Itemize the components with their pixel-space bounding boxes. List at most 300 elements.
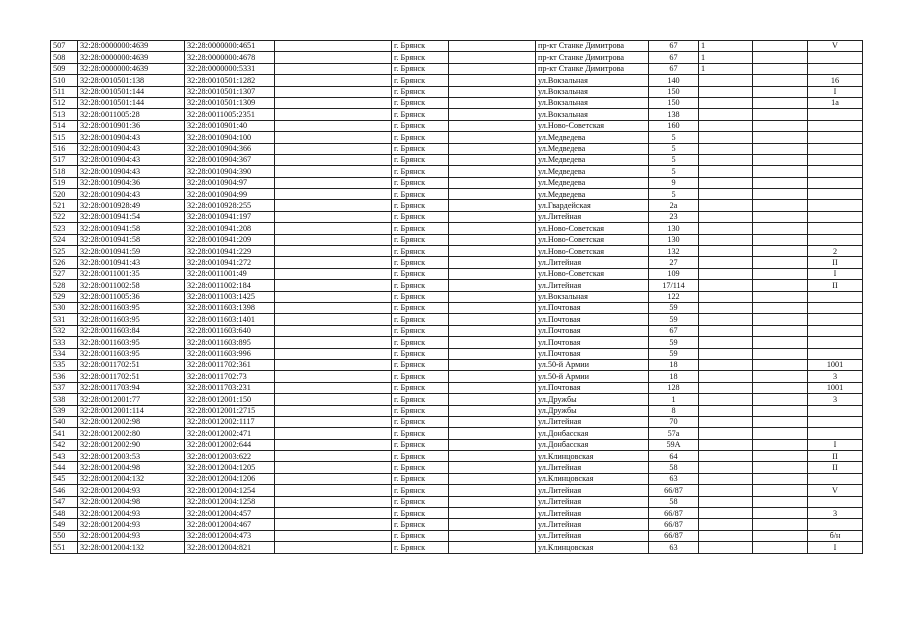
table-row — [51, 143, 863, 154]
table-row — [51, 166, 863, 177]
table-row — [51, 291, 863, 302]
cell-parent-number: 32:28:0000000:4639 — [78, 41, 185, 52]
cell-blank-c — [753, 348, 808, 359]
cell-blank-a — [275, 405, 392, 416]
cell-house: 8 — [649, 405, 699, 416]
cell-city: г. Брянск — [392, 416, 449, 427]
cell-house: 128 — [649, 382, 699, 393]
cell-building — [699, 439, 753, 450]
cell-street: ул.Гвардейская — [536, 200, 649, 211]
cell-building — [699, 519, 753, 530]
cell-building — [699, 86, 753, 97]
cell-street: ул.50-й Армии — [536, 359, 649, 370]
cell-parent-number: 32:28:0011005:36 — [78, 291, 185, 302]
cell-blank-c — [753, 268, 808, 279]
cell-cadastral-number: 32:28:0012004:473 — [185, 530, 275, 541]
cell-blank-c — [753, 382, 808, 393]
cell-blank-b — [449, 337, 536, 348]
cell-cadastral-number: 32:28:0012003:622 — [185, 451, 275, 462]
cell-blank-a — [275, 462, 392, 473]
cell-building — [699, 280, 753, 291]
cell-street: ул.Литейная — [536, 508, 649, 519]
table-row — [51, 75, 863, 86]
cell-apartment — [808, 109, 863, 120]
table-row — [51, 359, 863, 370]
cell-parent-number: 32:28:0012004:132 — [78, 542, 185, 553]
cell-street: ул.Клинцовская — [536, 473, 649, 484]
cell-blank-b — [449, 75, 536, 86]
cell-apartment: V — [808, 41, 863, 52]
cell-building — [699, 394, 753, 405]
cell-house: 59 — [649, 314, 699, 325]
cell-blank-c — [753, 542, 808, 553]
cell-building — [699, 268, 753, 279]
cell-blank-c — [753, 405, 808, 416]
cell-parent-number: 32:28:0010941:54 — [78, 211, 185, 222]
cell-city: г. Брянск — [392, 52, 449, 63]
cell-no: 510 — [51, 75, 78, 86]
cell-apartment — [808, 416, 863, 427]
cell-apartment: II — [808, 451, 863, 462]
cell-cadastral-number: 32:28:0012004:1258 — [185, 496, 275, 507]
cell-blank-b — [449, 394, 536, 405]
cell-no: 515 — [51, 132, 78, 143]
cell-city: г. Брянск — [392, 109, 449, 120]
cell-cadastral-number: 32:28:0012002:471 — [185, 428, 275, 439]
cell-parent-number: 32:28:0012004:93 — [78, 485, 185, 496]
cell-house: 63 — [649, 473, 699, 484]
cell-blank-b — [449, 41, 536, 52]
cell-blank-a — [275, 542, 392, 553]
cell-building — [699, 382, 753, 393]
table-row — [51, 257, 863, 268]
cell-blank-c — [753, 257, 808, 268]
cell-parent-number: 32:28:0011005:28 — [78, 109, 185, 120]
cell-city: г. Брянск — [392, 268, 449, 279]
table-row — [51, 462, 863, 473]
cell-blank-c — [753, 496, 808, 507]
cell-parent-number: 32:28:0010501:144 — [78, 86, 185, 97]
table-row — [51, 473, 863, 484]
cell-apartment — [808, 211, 863, 222]
cell-building — [699, 120, 753, 131]
cell-parent-number: 32:28:0010901:36 — [78, 120, 185, 131]
table-row — [51, 302, 863, 313]
cell-street: ул.Литейная — [536, 416, 649, 427]
cell-building — [699, 416, 753, 427]
cell-no: 526 — [51, 257, 78, 268]
cell-cadastral-number: 32:28:0011703:231 — [185, 382, 275, 393]
cell-city: г. Брянск — [392, 359, 449, 370]
cell-building — [699, 508, 753, 519]
cell-cadastral-number: 32:28:0010941:197 — [185, 211, 275, 222]
cell-blank-a — [275, 177, 392, 188]
cell-street: ул.Литейная — [536, 519, 649, 530]
cell-apartment: 3 — [808, 371, 863, 382]
table-row — [51, 439, 863, 450]
cell-house: 130 — [649, 234, 699, 245]
cell-parent-number: 32:28:0012004:93 — [78, 508, 185, 519]
cell-street: ул.Почтовая — [536, 382, 649, 393]
cell-no: 522 — [51, 211, 78, 222]
cell-blank-a — [275, 314, 392, 325]
cell-cadastral-number: 32:28:0011003:1425 — [185, 291, 275, 302]
cell-blank-a — [275, 530, 392, 541]
cell-blank-a — [275, 154, 392, 165]
cell-city: г. Брянск — [392, 246, 449, 257]
cell-house: 59 — [649, 348, 699, 359]
cell-apartment: II — [808, 280, 863, 291]
cell-building — [699, 530, 753, 541]
cell-building — [699, 223, 753, 234]
cell-blank-c — [753, 75, 808, 86]
cell-parent-number: 32:28:0012004:93 — [78, 519, 185, 530]
cell-city: г. Брянск — [392, 234, 449, 245]
cell-blank-a — [275, 75, 392, 86]
cell-building — [699, 542, 753, 553]
cell-blank-a — [275, 302, 392, 313]
cell-building: 1 — [699, 63, 753, 74]
cell-blank-c — [753, 508, 808, 519]
cell-parent-number: 32:28:0010904:43 — [78, 143, 185, 154]
cell-cadastral-number: 32:28:0010941:208 — [185, 223, 275, 234]
cell-cadastral-number: 32:28:0010901:40 — [185, 120, 275, 131]
cell-building — [699, 462, 753, 473]
cell-blank-a — [275, 120, 392, 131]
cell-cadastral-number: 32:28:0011002:184 — [185, 280, 275, 291]
cell-apartment — [808, 473, 863, 484]
cell-cadastral-number: 32:28:0012004:821 — [185, 542, 275, 553]
cell-building — [699, 166, 753, 177]
cell-building — [699, 189, 753, 200]
cell-cadastral-number: 32:28:0010904:390 — [185, 166, 275, 177]
cell-blank-c — [753, 394, 808, 405]
cell-parent-number: 32:28:0011603:95 — [78, 302, 185, 313]
cell-building — [699, 291, 753, 302]
cell-street: ул.Вокзальная — [536, 97, 649, 108]
cell-blank-b — [449, 302, 536, 313]
cell-cadastral-number: 32:28:0011603:1401 — [185, 314, 275, 325]
cell-house: 63 — [649, 542, 699, 553]
cell-blank-b — [449, 200, 536, 211]
cell-apartment — [808, 143, 863, 154]
cell-blank-c — [753, 451, 808, 462]
cell-no: 533 — [51, 337, 78, 348]
cell-apartment: 3 — [808, 508, 863, 519]
cell-blank-a — [275, 428, 392, 439]
cell-blank-a — [275, 337, 392, 348]
cell-cadastral-number: 32:28:0010941:229 — [185, 246, 275, 257]
cell-cadastral-number: 32:28:0010941:272 — [185, 257, 275, 268]
cell-building: 1 — [699, 52, 753, 63]
cell-blank-a — [275, 485, 392, 496]
cell-city: г. Брянск — [392, 496, 449, 507]
cell-no: 508 — [51, 52, 78, 63]
table-row — [51, 154, 863, 165]
cell-city: г. Брянск — [392, 166, 449, 177]
cell-city: г. Брянск — [392, 508, 449, 519]
cell-apartment: I — [808, 268, 863, 279]
cell-blank-a — [275, 451, 392, 462]
cell-blank-c — [753, 325, 808, 336]
cell-house: 5 — [649, 189, 699, 200]
cell-city: г. Брянск — [392, 519, 449, 530]
cell-no: 542 — [51, 439, 78, 450]
cell-street: ул.Вокзальная — [536, 109, 649, 120]
cell-no: 524 — [51, 234, 78, 245]
table-row — [51, 132, 863, 143]
cell-apartment: 2 — [808, 246, 863, 257]
cell-house: 59 — [649, 302, 699, 313]
cell-blank-b — [449, 257, 536, 268]
cell-apartment: 1001 — [808, 382, 863, 393]
cell-street: ул.Ново-Советская — [536, 120, 649, 131]
cell-blank-c — [753, 280, 808, 291]
cell-house: 18 — [649, 371, 699, 382]
cell-blank-b — [449, 496, 536, 507]
cell-city: г. Брянск — [392, 405, 449, 416]
table-row — [51, 211, 863, 222]
cell-no: 540 — [51, 416, 78, 427]
cell-parent-number: 32:28:0011001:35 — [78, 268, 185, 279]
cell-blank-b — [449, 314, 536, 325]
cell-no: 550 — [51, 530, 78, 541]
table-row — [51, 63, 863, 74]
cell-no: 551 — [51, 542, 78, 553]
cell-building: 1 — [699, 41, 753, 52]
cell-city: г. Брянск — [392, 325, 449, 336]
cell-blank-b — [449, 246, 536, 257]
cell-cadastral-number: 32:28:0011005:2351 — [185, 109, 275, 120]
cell-building — [699, 132, 753, 143]
cell-no: 520 — [51, 189, 78, 200]
cell-house: 132 — [649, 246, 699, 257]
cell-city: г. Брянск — [392, 530, 449, 541]
cell-blank-a — [275, 416, 392, 427]
cell-blank-a — [275, 86, 392, 97]
cell-city: г. Брянск — [392, 348, 449, 359]
cell-blank-a — [275, 496, 392, 507]
cell-building — [699, 371, 753, 382]
table-row — [51, 394, 863, 405]
cell-blank-b — [449, 451, 536, 462]
cell-apartment — [808, 223, 863, 234]
cell-parent-number: 32:28:0011603:95 — [78, 314, 185, 325]
cell-street: ул.Вокзальная — [536, 291, 649, 302]
cell-cadastral-number: 32:28:0010941:209 — [185, 234, 275, 245]
cell-parent-number: 32:28:0010904:43 — [78, 154, 185, 165]
cell-city: г. Брянск — [392, 143, 449, 154]
cell-house: 58 — [649, 462, 699, 473]
cell-street: ул.Литейная — [536, 211, 649, 222]
table-row — [51, 325, 863, 336]
cell-house: 23 — [649, 211, 699, 222]
cell-blank-b — [449, 485, 536, 496]
cell-no: 538 — [51, 394, 78, 405]
cell-house: 5 — [649, 132, 699, 143]
table-row — [51, 519, 863, 530]
cell-street: ул.Медведева — [536, 166, 649, 177]
table-body — [51, 41, 863, 554]
cell-blank-a — [275, 508, 392, 519]
cell-apartment — [808, 200, 863, 211]
cell-street: ул.Дружбы — [536, 405, 649, 416]
table-row — [51, 508, 863, 519]
cell-parent-number: 32:28:0010501:144 — [78, 97, 185, 108]
cell-city: г. Брянск — [392, 211, 449, 222]
cell-building — [699, 348, 753, 359]
cell-apartment — [808, 405, 863, 416]
cell-blank-b — [449, 462, 536, 473]
cell-cadastral-number: 32:28:0011702:361 — [185, 359, 275, 370]
cell-no: 527 — [51, 268, 78, 279]
cell-house: 66/87 — [649, 485, 699, 496]
cell-no: 537 — [51, 382, 78, 393]
cell-house: 67 — [649, 63, 699, 74]
cell-cadastral-number: 32:28:0012004:457 — [185, 508, 275, 519]
table-row — [51, 530, 863, 541]
cell-house: 67 — [649, 41, 699, 52]
cell-blank-b — [449, 359, 536, 370]
cell-blank-b — [449, 166, 536, 177]
cell-house: 70 — [649, 416, 699, 427]
table-row — [51, 97, 863, 108]
cell-parent-number: 32:28:0011703:94 — [78, 382, 185, 393]
cell-city: г. Брянск — [392, 371, 449, 382]
cell-parent-number: 32:28:0000000:4639 — [78, 63, 185, 74]
cell-blank-b — [449, 63, 536, 74]
cell-parent-number: 32:28:0011603:95 — [78, 348, 185, 359]
table-row — [51, 189, 863, 200]
table-row — [51, 496, 863, 507]
cell-city: г. Брянск — [392, 132, 449, 143]
cell-house: 66/87 — [649, 519, 699, 530]
cell-blank-a — [275, 211, 392, 222]
cell-blank-c — [753, 416, 808, 427]
cell-house: 150 — [649, 86, 699, 97]
cell-no: 541 — [51, 428, 78, 439]
cell-street: пр-кт Станке Димитрова — [536, 52, 649, 63]
cell-street: ул.Медведева — [536, 177, 649, 188]
cell-city: г. Брянск — [392, 485, 449, 496]
cell-no: 539 — [51, 405, 78, 416]
cell-blank-a — [275, 189, 392, 200]
cell-blank-a — [275, 257, 392, 268]
cell-parent-number: 32:28:0011603:95 — [78, 337, 185, 348]
cell-city: г. Брянск — [392, 223, 449, 234]
cell-building — [699, 428, 753, 439]
cell-no: 507 — [51, 41, 78, 52]
cell-city: г. Брянск — [392, 337, 449, 348]
cell-apartment: II — [808, 462, 863, 473]
cell-house: 59А — [649, 439, 699, 450]
cell-building — [699, 337, 753, 348]
cell-blank-b — [449, 120, 536, 131]
cell-apartment — [808, 314, 863, 325]
cell-blank-b — [449, 268, 536, 279]
cell-parent-number: 32:28:0010501:138 — [78, 75, 185, 86]
cell-blank-c — [753, 359, 808, 370]
table-row — [51, 41, 863, 52]
cell-house: 150 — [649, 97, 699, 108]
cell-house: 59 — [649, 337, 699, 348]
table-row — [51, 223, 863, 234]
cell-blank-b — [449, 97, 536, 108]
cell-no: 531 — [51, 314, 78, 325]
cell-apartment — [808, 177, 863, 188]
cell-blank-c — [753, 302, 808, 313]
cell-house: 57а — [649, 428, 699, 439]
cell-cadastral-number: 32:28:0012004:1254 — [185, 485, 275, 496]
cell-no: 511 — [51, 86, 78, 97]
cell-blank-c — [753, 337, 808, 348]
cell-apartment — [808, 166, 863, 177]
cell-blank-b — [449, 132, 536, 143]
cell-blank-b — [449, 177, 536, 188]
cell-building — [699, 451, 753, 462]
cadastral-table — [50, 40, 863, 554]
cell-blank-a — [275, 382, 392, 393]
cell-street: пр-кт Станке Димитрова — [536, 41, 649, 52]
cell-blank-c — [753, 530, 808, 541]
cell-blank-c — [753, 52, 808, 63]
cell-cadastral-number: 32:28:0012004:1206 — [185, 473, 275, 484]
cell-blank-b — [449, 86, 536, 97]
cell-no: 545 — [51, 473, 78, 484]
cell-street: ул.Литейная — [536, 496, 649, 507]
cell-no: 534 — [51, 348, 78, 359]
cell-parent-number: 32:28:0010941:58 — [78, 234, 185, 245]
cell-cadastral-number: 32:28:0012004:467 — [185, 519, 275, 530]
table-row — [51, 428, 863, 439]
cell-street: ул.Литейная — [536, 462, 649, 473]
cell-no: 544 — [51, 462, 78, 473]
cell-city: г. Брянск — [392, 120, 449, 131]
cell-apartment — [808, 291, 863, 302]
cell-city: г. Брянск — [392, 439, 449, 450]
table-row — [51, 86, 863, 97]
cell-city: г. Брянск — [392, 314, 449, 325]
cell-building — [699, 97, 753, 108]
cell-blank-a — [275, 97, 392, 108]
cell-parent-number: 32:28:0010904:36 — [78, 177, 185, 188]
table-row — [51, 268, 863, 279]
cell-blank-a — [275, 348, 392, 359]
cell-street: ул.Клинцовская — [536, 542, 649, 553]
cell-blank-c — [753, 189, 808, 200]
cell-city: г. Брянск — [392, 382, 449, 393]
cell-house: 58 — [649, 496, 699, 507]
cell-blank-a — [275, 394, 392, 405]
cell-blank-a — [275, 234, 392, 245]
cell-parent-number: 32:28:0012004:132 — [78, 473, 185, 484]
cell-blank-b — [449, 291, 536, 302]
cell-blank-a — [275, 280, 392, 291]
cell-blank-a — [275, 268, 392, 279]
cell-street: ул.Почтовая — [536, 302, 649, 313]
cell-building — [699, 325, 753, 336]
cell-blank-a — [275, 359, 392, 370]
cell-building — [699, 75, 753, 86]
cell-blank-b — [449, 416, 536, 427]
cell-cadastral-number: 32:28:0010501:1309 — [185, 97, 275, 108]
cell-parent-number: 32:28:0012004:98 — [78, 462, 185, 473]
cell-city: г. Брянск — [392, 97, 449, 108]
cell-street: пр-кт Станке Димитрова — [536, 63, 649, 74]
cell-street: ул.Медведева — [536, 154, 649, 165]
cell-apartment — [808, 302, 863, 313]
cell-house: 64 — [649, 451, 699, 462]
